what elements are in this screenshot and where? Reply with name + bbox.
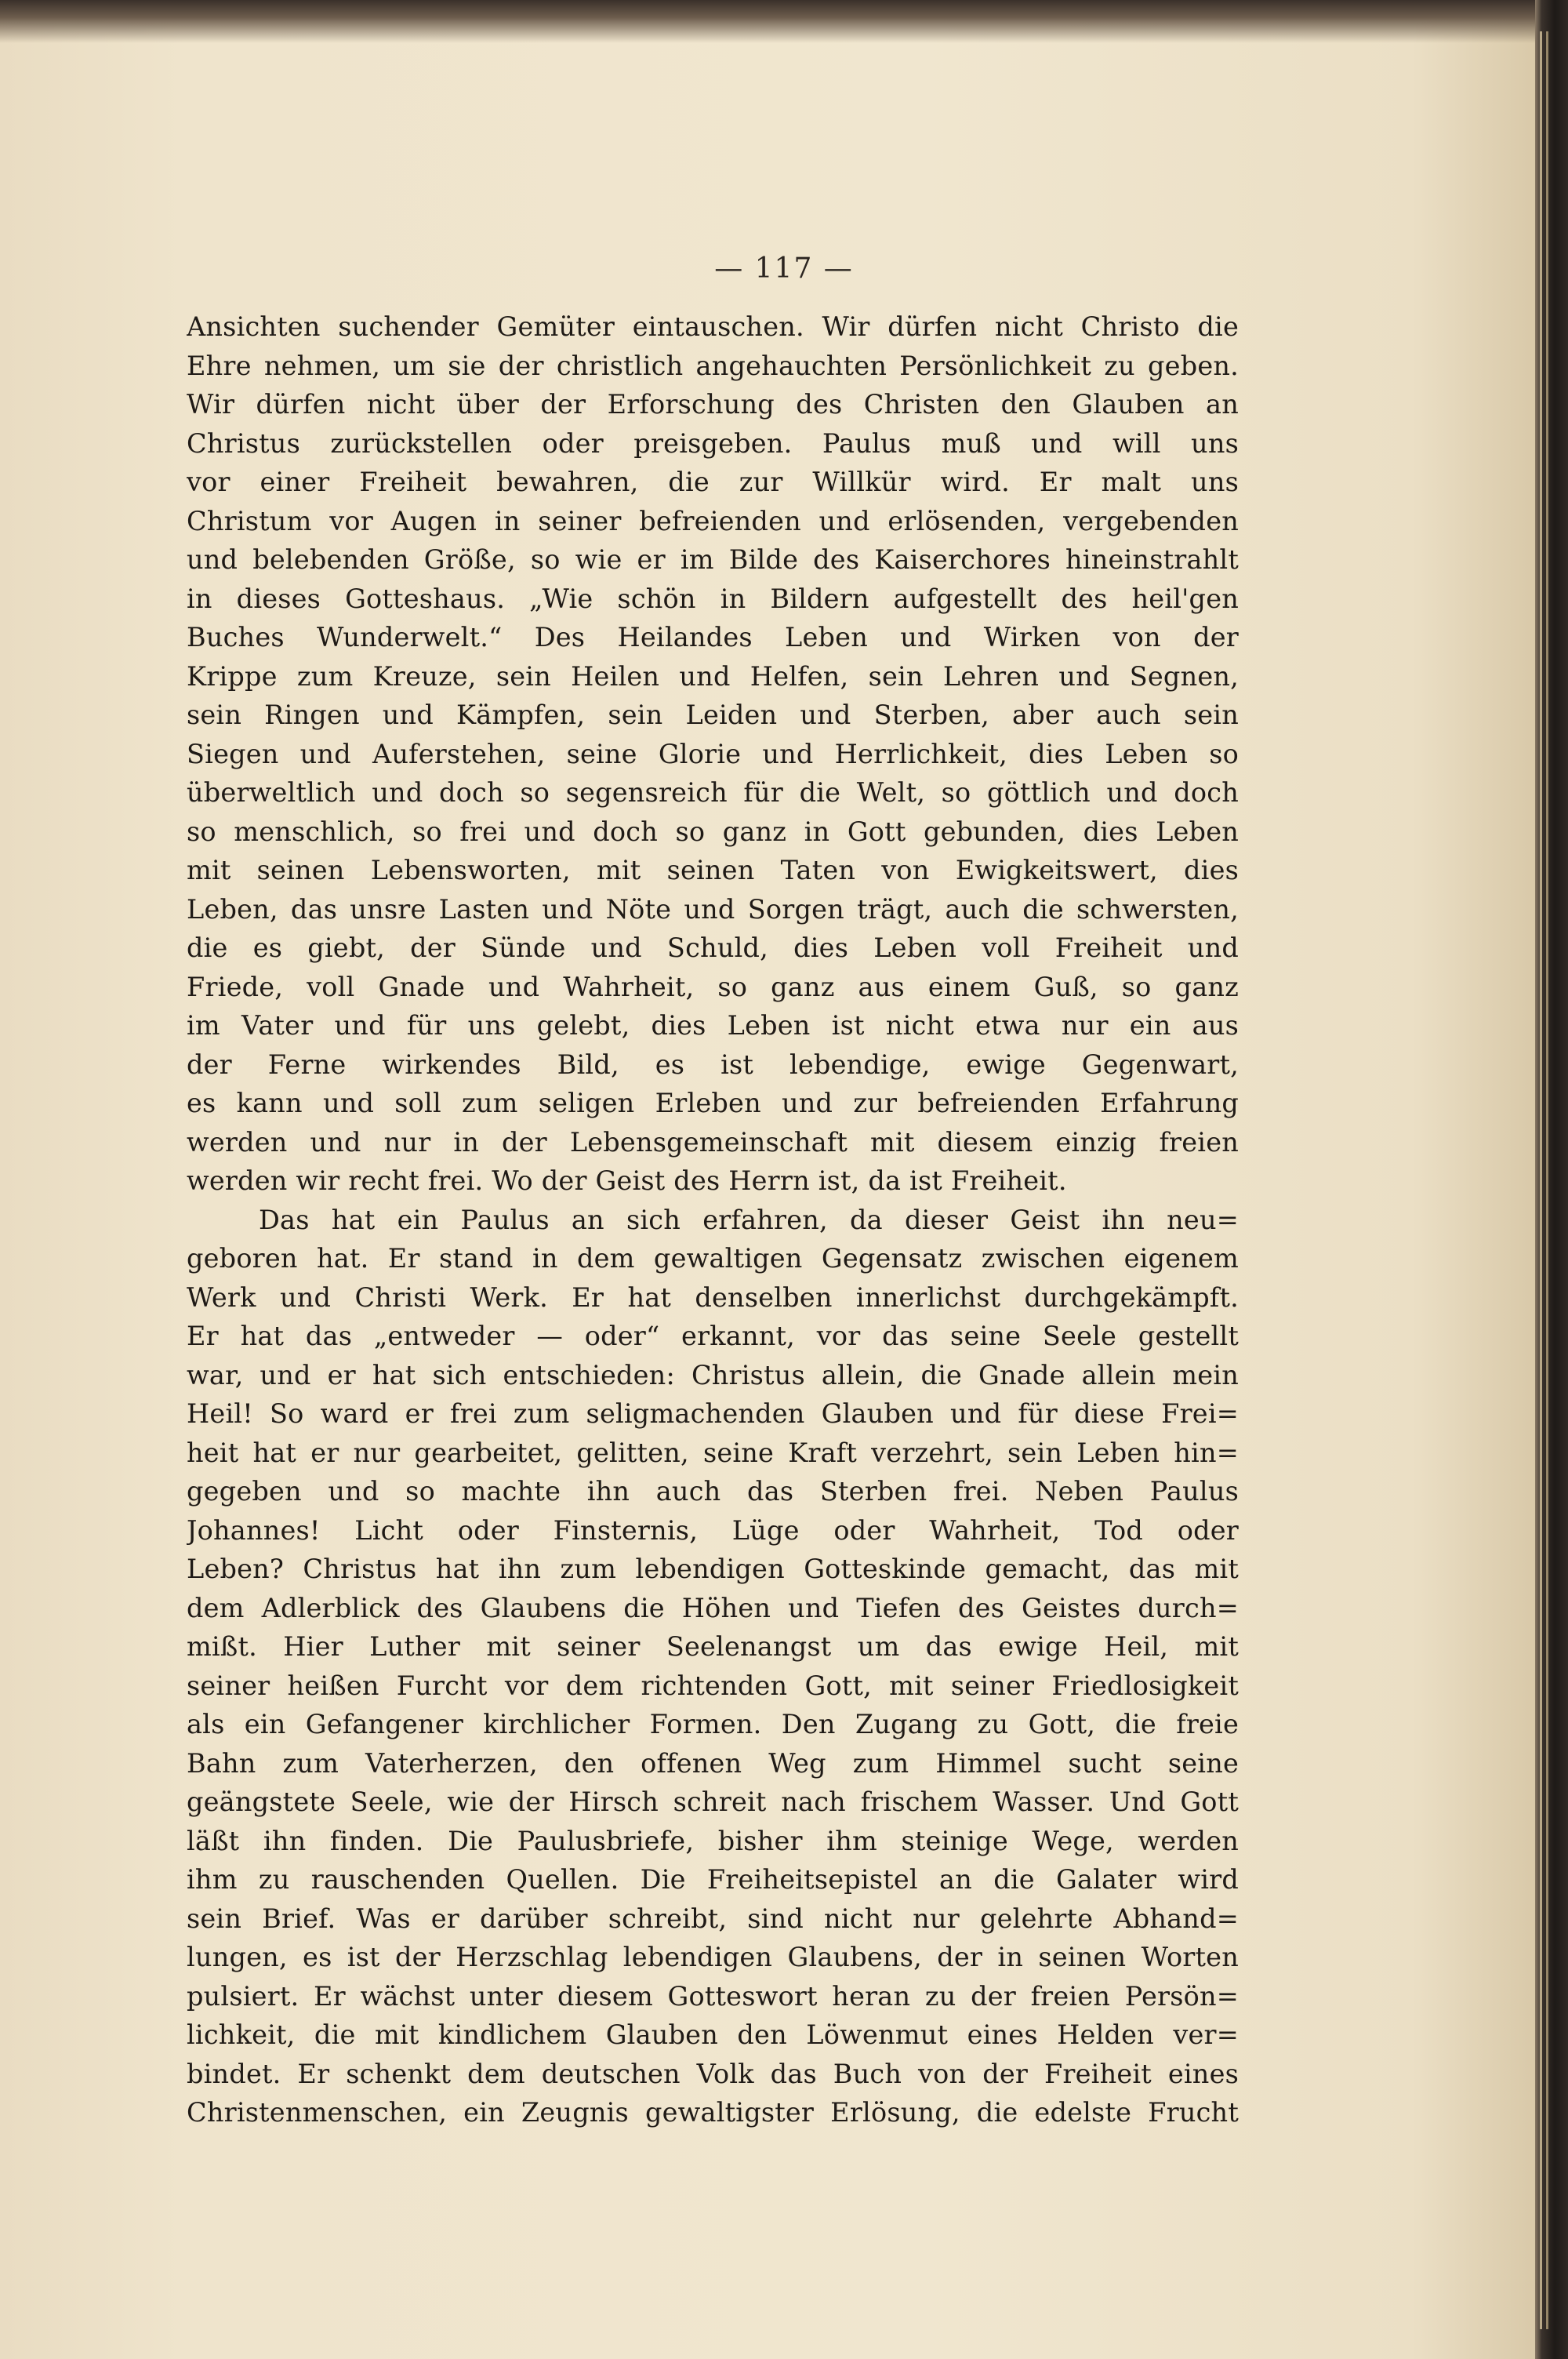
text-line: Bahn zum Vaterherzen, den offenen Weg zum Himmel sucht seine: [187, 1747, 1239, 1779]
text-line: Leben, das unsre Lasten und Nöte und Sorgen trägt, auch die schwersten,: [187, 893, 1239, 925]
text-line: Christum vor Augen in seiner befreienden und erlösenden, vergebenden: [187, 505, 1239, 536]
text-line: geängstete Seele, wie der Hirsch schreit nach frischem Wasser. Und Gott: [187, 1787, 1239, 1817]
text-line: Christenmenschen, ein Zeugnis gewaltigster Erlösung, die edelste Frucht: [187, 2097, 1239, 2128]
text-line: sein Ringen und Kämpfen, sein Leiden und Sterben, aber auch sein: [187, 700, 1239, 730]
text-line: lungen, es ist der Herzschlag lebendigen Glaubens, der in seinen Worten: [187, 1942, 1239, 1972]
text-line: in dieses Gotteshaus. „Wie schön in Bildern aufgestellt des heil'gen: [187, 583, 1239, 614]
text-line: pulsiert. Er wächst unter diesem Gotteswort heran zu der freien Persön=: [187, 1980, 1239, 2012]
text-line: heit hat er nur gearbeitet, gelitten, seine Kraft verzehrt, sein Leben hin=: [187, 1437, 1239, 1468]
text-line: dem Adlerblick des Glaubens die Höhen und Tiefen des Geistes durch=: [187, 1592, 1239, 1623]
text-line: sein Brief. Was er darüber schreibt, sind nicht nur gelehrte Abhand=: [187, 1903, 1239, 1934]
text-line: gegeben und so machte ihn auch das Sterben frei. Neben Paulus: [187, 1476, 1239, 1507]
text-line: Christus zurückstellen oder preisgeben. Paulus muß und will uns: [187, 427, 1239, 459]
text-line: Friede, voll Gnade und Wahrheit, so ganz aus einem Guß, so ganz: [187, 971, 1239, 1002]
page-number: — 117 —: [714, 253, 854, 285]
text-line: läßt ihn finden. Die Paulusbriefe, bisher ihm steinige Wege, werden: [187, 1825, 1239, 1856]
text-line: im Vater und für uns gelebt, dies Leben ist nicht etwa nur ein aus: [187, 1010, 1239, 1041]
text-line: mißt. Hier Luther mit seiner Seelenangst um das ewige Heil, mit: [187, 1631, 1239, 1662]
text-line: die es giebt, der Sünde und Schuld, dies Leben voll Freiheit und: [187, 932, 1239, 963]
text-line: Buches Wunderwelt.“ Des Heilandes Leben und Wirken von der: [187, 622, 1239, 652]
text-line: als ein Gefangener kirchlicher Formen. Den Zugang zu Gott, die freie: [187, 1709, 1239, 1739]
text-line: Johannes! Licht oder Finsternis, Lüge oder Wahrheit, Tod oder: [187, 1514, 1239, 1546]
text-line: ihm zu rauschenden Quellen. Die Freiheitsepistel an die Galater wird: [187, 1864, 1239, 1895]
text-line: lichkeit, die mit kindlichem Glauben den Löwenmut eines Helden ver=: [187, 2019, 1239, 2050]
text-line: so menschlich, so frei und doch so ganz in Gott gebunden, dies Leben: [187, 816, 1239, 847]
text-line: und belebenden Größe, so wie er im Bilde des Kaiserchores hineinstrahlt: [187, 544, 1239, 575]
text-line: mit seinen Lebensworten, mit seinen Taten von Ewigkeitswert, dies: [187, 855, 1239, 885]
page-edge-line: [1546, 31, 1548, 2329]
text-line: Ansichten suchender Gemüter eintauschen. Wir dürfen nicht Christo die: [187, 311, 1239, 342]
text-line: der Ferne wirkendes Bild, es ist lebendige, ewige Gegenwart,: [187, 1049, 1239, 1080]
text-line: geboren hat. Er stand in dem gewaltigen Gegensatz zwischen eigenem: [187, 1243, 1239, 1274]
text-line: Leben? Christus hat ihn zum lebendigen Gotteskinde gemacht, das mit: [187, 1554, 1239, 1584]
text-line: Werk und Christi Werk. Er hat denselben innerlichst durchgekämpft.: [187, 1281, 1239, 1313]
text-line: es kann und soll zum seligen Erleben und zur befreienden Erfahrung: [187, 1088, 1239, 1118]
text-line: seiner heißen Furcht vor dem richtenden Gott, mit seiner Friedlosigkeit: [187, 1670, 1239, 1701]
text-line: bindet. Er schenkt dem deutschen Volk das Buch von der Freiheit eines: [187, 2058, 1239, 2089]
page-edge-line: [1540, 31, 1542, 2329]
page-top-shadow: [0, 0, 1535, 43]
text-line: Siegen und Auferstehen, seine Glorie und Herrlichkeit, dies Leben so: [187, 738, 1239, 769]
text-line: vor einer Freiheit bewahren, die zur Willkür wird. Er malt uns: [187, 467, 1239, 497]
text-line: werden wir recht frei. Wo der Geist des Herrn ist, da ist Freiheit.: [187, 1165, 1067, 1196]
text-line: Ehre nehmen, um sie der christlich angehauchten Persönlichkeit zu geben.: [187, 350, 1239, 381]
text-line: Heil! So ward er frei zum seligmachenden Glauben und für diese Frei=: [187, 1398, 1239, 1429]
paragraph-start-line: Das hat ein Paulus an sich erfahren, da dieser Geist ihn neu=: [259, 1204, 1239, 1235]
text-line: überweltlich und doch so segensreich für die Welt, so göttlich und doch: [187, 777, 1239, 808]
text-line: Wir dürfen nicht über der Erforschung des Christen den Glauben an: [187, 389, 1239, 420]
body-text: [187, 307, 1239, 2132]
text-line: Krippe zum Kreuze, sein Heilen und Helfen, sein Lehren und Segnen,: [187, 660, 1239, 692]
text-line: werden und nur in der Lebensgemeinschaft mit diesem einzig freien: [187, 1126, 1239, 1158]
text-line: war, und er hat sich entschieden: Christus allein, die Gnade allein mein: [187, 1359, 1239, 1390]
text-line: Er hat das „entweder — oder“ erkannt, vor das seine Seele gestellt: [187, 1321, 1239, 1351]
